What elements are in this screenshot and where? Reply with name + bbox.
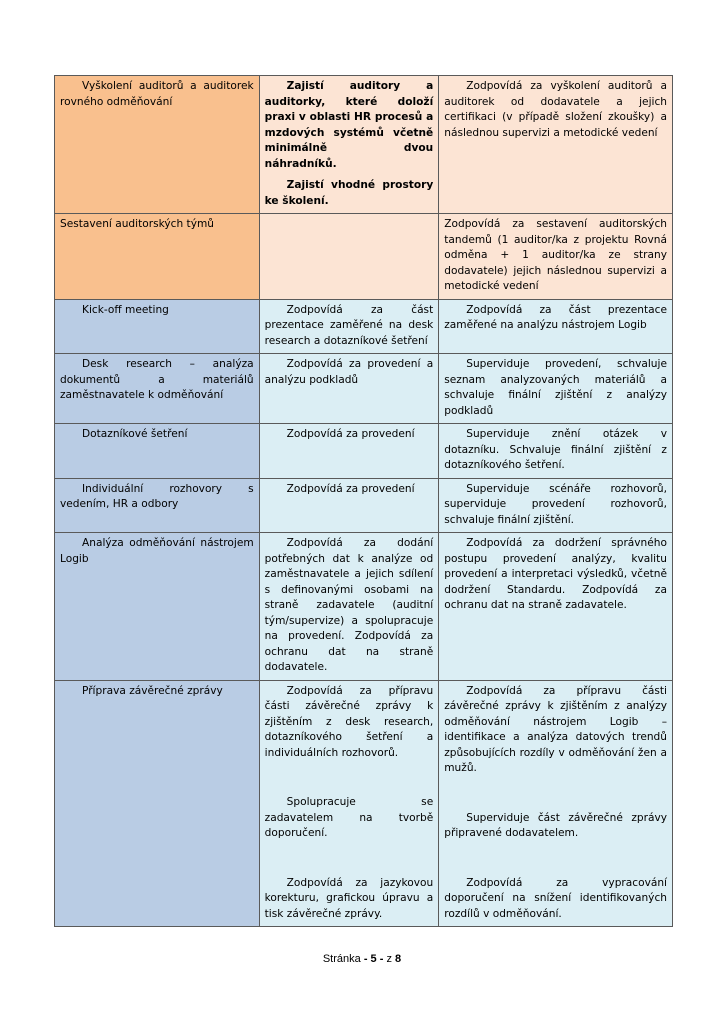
supplier-text: Superviduje část závěrečné zprávy připravené dodavatelem.: [444, 811, 667, 839]
activity-text: Desk research – analýza dokumentů a materiálů zaměstnavatele k odměňování: [60, 358, 254, 401]
contracting-text: Zodpovídá za dodání potřebných dat k analýze od zaměstnavatele a jejich sdílení s definovanými osobami na straně zadavatele (auditní tým/supervize) a spolupracuje na provedení. Zodpovídá za ochranu dat na straně dodavatele.: [264, 537, 434, 673]
contracting-text: Spolupracuje se zadavatelem na tvorbě doporučení.: [264, 796, 434, 839]
supplier-cell: [439, 424, 673, 479]
page-label: Stránka: [322, 953, 361, 965]
contracting-cell: [259, 76, 439, 214]
supplier-cell: [439, 299, 673, 354]
activity-cell: [55, 478, 260, 533]
page-of-label: z: [386, 953, 392, 965]
contracting-text: Zodpovídá za provedení a analýzu podkladů: [264, 358, 434, 386]
supplier-text: Zodpovídá za část prezentace zaměřené na analýzu nástrojem Logib: [444, 303, 667, 331]
contracting-cell: [259, 478, 439, 533]
page-separator: -: [379, 953, 384, 965]
table-row: [55, 478, 673, 533]
activity-cell: [55, 533, 260, 681]
supplier-cell: [439, 354, 673, 424]
page-footer: [0, 953, 724, 965]
contracting-text: Zajistí vhodné prostory ke školení.: [264, 179, 434, 207]
contracting-text: Zodpovídá za část prezentace zaměřené na desk research a dotazníkové šetření: [264, 303, 434, 347]
contracting-cell: [259, 214, 439, 300]
table-row: [55, 424, 673, 479]
activity-cell: [55, 299, 260, 354]
activity-cell: [55, 354, 260, 424]
supplier-text: Superviduje scénáře rozhovorů, superviduje provedení rozhovorů, schvaluje finální zjištění.: [444, 482, 667, 526]
supplier-text: Superviduje znění otázek v dotazníku. Schvaluje finální zjištění z dotazníkového šetření.: [444, 428, 667, 471]
activity-text: Individuální rozhovory s vedením, HR a odbory: [60, 482, 254, 510]
supplier-text: Zodpovídá za sestavení auditorských tandemů (1 auditor/ka z projektu Rovná odměna + 1 auditor/ka ze strany dodavatele) jejich následnou supervizi a metodické vedení: [444, 218, 667, 292]
contracting-cell: [259, 354, 439, 424]
contracting-cell: [259, 533, 439, 681]
contracting-text: Zodpovídá za přípravu části závěrečné zprávy k zjištěním z desk research, dotazníkového šetření a individuálních rozhovorů.: [264, 684, 434, 759]
contracting-text: Zodpovídá za jazykovou korekturu, grafickou úpravu a tisk závěrečné zprávy.: [264, 876, 434, 920]
activity-cell: [55, 76, 260, 214]
supplier-text: Zodpovídá za vypracování doporučení na snížení identifikovaných rozdílů v odměňování.: [444, 876, 667, 920]
supplier-text: Superviduje provedení, schvaluje seznam analyzovaných materiálů a schvaluje finální zjištění z analýzy podkladů: [444, 358, 667, 417]
contracting-text: Zodpovídá za provedení: [286, 428, 415, 440]
total-pages-number: 8: [395, 953, 402, 965]
table-row: [55, 680, 673, 927]
table-row: [55, 299, 673, 354]
current-page-number: 5: [370, 953, 377, 965]
activity-text: Kick-off meeting: [82, 303, 169, 316]
page-separator: -: [363, 953, 368, 965]
contracting-text: Zodpovídá za provedení: [286, 482, 415, 495]
supplier-text: Zodpovídá za přípravu části závěrečné zprávy k zjištěním z analýzy odměňování nástrojem Logib – identifikace a analýza datových trendů způsobujících rozdíly v odměňování žen a mužů.: [444, 684, 667, 774]
contracting-cell: [259, 680, 439, 927]
responsibility-table: [54, 75, 673, 927]
supplier-text: Zodpovídá za dodržení správného postupu provedení analýzy, kvalitu provedení a interpretaci výsledků, včetně dodržení Standardu. Zodpovídá za ochranu dat na straně zadavatele.: [444, 537, 667, 611]
table-row: [55, 214, 673, 300]
activity-text: Analýza odměňování nástrojem Logib: [60, 537, 254, 565]
contracting-cell: [259, 299, 439, 354]
activity-cell: [55, 680, 260, 927]
supplier-text: Zodpovídá za vyškolení auditorů a auditorek od dodavatele a jejich certifikaci (v případě složení zkoušky) a následnou supervizi a metodické vedení: [444, 80, 667, 139]
activity-cell: [55, 214, 260, 300]
activity-text: Dotazníkové šetření: [82, 428, 188, 440]
activity-text: Vyškolení auditorů a auditorek rovného odměňování: [60, 80, 254, 108]
supplier-cell: [439, 680, 673, 927]
activity-cell: [55, 424, 260, 479]
activity-text: Sestavení auditorských týmů: [60, 218, 214, 230]
table-row: [55, 354, 673, 424]
supplier-cell: [439, 478, 673, 533]
contracting-text: Zajistí auditory a auditorky, které doloží praxi v oblasti HR procesů a mzdových systémů včetně minimálně dvou náhradníků.: [264, 80, 434, 170]
table-row: [55, 533, 673, 681]
supplier-cell: [439, 76, 673, 214]
contracting-cell: [259, 424, 439, 479]
table-row: [55, 76, 673, 214]
supplier-cell: [439, 533, 673, 681]
supplier-cell: [439, 214, 673, 300]
activity-text: Příprava závěrečné zprávy: [82, 684, 223, 697]
